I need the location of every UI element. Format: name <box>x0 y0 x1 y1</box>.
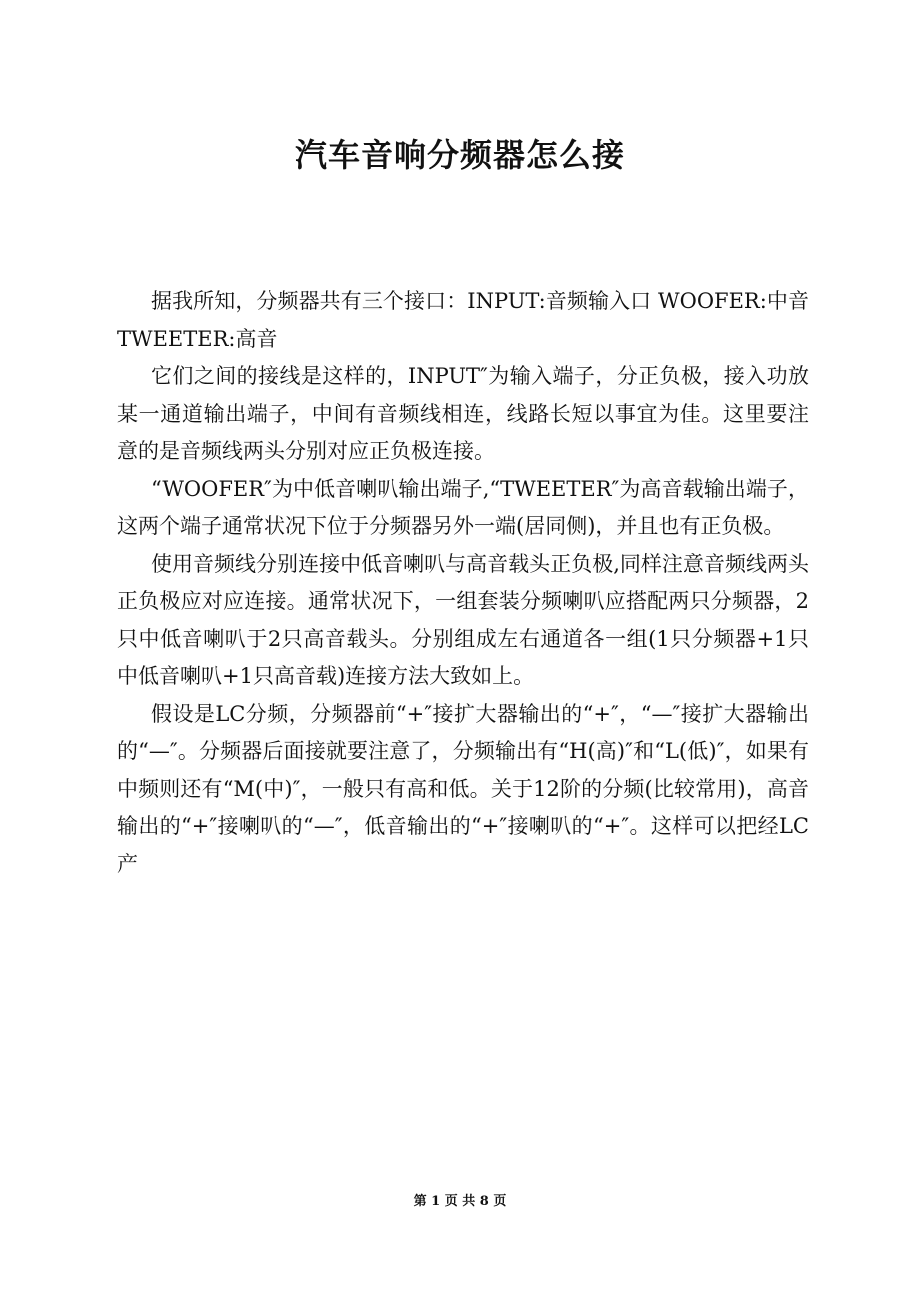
paragraph-input-wiring: 它们之间的接线是这样的，INPUT″为输入端子，分正负极，接入功放某一通道输出端子，中间有音频线相连，线路长短以事宜为佳。这里要注意的是音频线两头分别对应正负极连接。 <box>117 364 809 463</box>
page-number-footer: 第 1 页 共 8 页 <box>413 1194 507 1209</box>
document-title: 汽车音响分频器怎么接 <box>294 136 625 174</box>
document-body <box>117 283 809 883</box>
paragraph-speaker-connection: 使用音频线分别连接中低音喇叭与高音载头正负极,同样注意音频线两头正负极应对应连接。通常状况下，一组套装分频喇叭应搭配两只分频器，2只中低音喇叭于2只高音载头。分别组成左右通道各一组(1只分频器+1只中低音喇叭+1只高音载)连接方法大致如上。 <box>117 551 809 688</box>
paragraph-interfaces: 据我所知，分频器共有三个接口：INPUT:音频输入口 WOOFER:中音 TWEETER:高音 <box>117 289 809 351</box>
paragraph-woofer-tweeter: “WOOFER″为中低音喇叭输出端子,“TWEETER″为高音载输出端子，这两个端子通常状况下位于分频器另外一端(居同侧)，并且也有正负极。 <box>117 476 809 538</box>
paragraph-lc-crossover: 假设是LC分频，分频器前“+″接扩大器输出的“+″，“—″接扩大器输出的“—″。分频器后面接就要注意了，分频输出有“H(高)″和“L(低)″，如果有中频则还有“M(中)″，一般只有高和低。关于12阶的分频(比较常用)，高音输出的“+″接喇叭的“—″，低音输出的“+″接喇叭的“+″。这样可以把经LC产 <box>117 701 809 876</box>
